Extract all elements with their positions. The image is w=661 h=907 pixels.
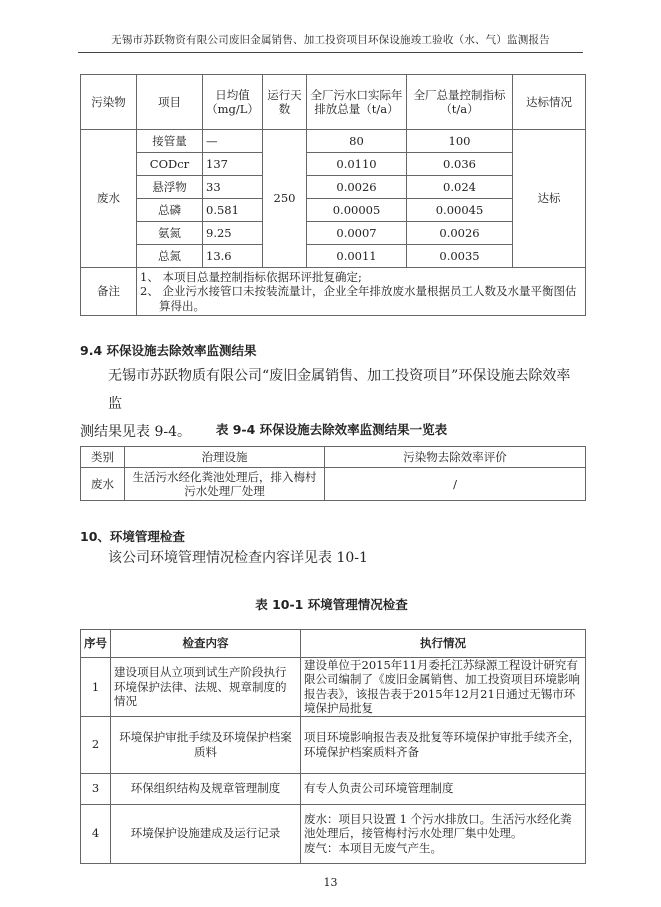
result-line: 废水：项目只设置 1 个污水排放口。生活污水经化粪池处理后，接管梅村污水处理厂集中处理。 — [304, 811, 572, 841]
col-header: 序号 — [81, 630, 111, 658]
table-row — [81, 245, 586, 268]
control-cell: 100 — [407, 130, 513, 153]
control-cell: 0.00045 — [407, 199, 513, 222]
no-cell: 3 — [81, 773, 111, 804]
content-cell: 环保组织结构及规章管理制度 — [111, 773, 301, 804]
table-header-row — [81, 630, 586, 658]
col-header: 类别 — [81, 447, 125, 468]
col-header: 项目 — [137, 75, 203, 130]
paragraph-line: 无锡市苏跃物质有限公司“废旧金属销售、加工投资项目”环保设施去除效率监 — [108, 368, 571, 412]
item-cell: 总磷 — [137, 199, 203, 222]
daily-cell: 0.581 — [203, 199, 263, 222]
pollutant-cell: 废水 — [81, 130, 137, 268]
section-heading: 9.4 环保设施去除效率监测结果 — [80, 343, 257, 358]
item-cell: 氨氮 — [137, 222, 203, 245]
content-cell: 建设项目从立项到试生产阶段执行环境保护法律、法规、规章制度的情况 — [111, 658, 301, 717]
table-row — [81, 222, 586, 245]
table-header-row — [81, 447, 586, 468]
col-header: 执行情况 — [301, 630, 586, 658]
table-row — [81, 804, 586, 863]
item-cell: CODcr — [137, 153, 203, 176]
daily-cell: 13.6 — [203, 245, 263, 268]
daily-cell: 9.25 — [203, 222, 263, 245]
table-row — [81, 176, 586, 199]
table-row — [81, 773, 586, 804]
actual-cell: 0.0007 — [307, 222, 407, 245]
daily-cell: 137 — [203, 153, 263, 176]
evaluation-cell: / — [325, 468, 586, 501]
table-header-row — [81, 75, 586, 130]
emission-total-table — [80, 74, 586, 316]
col-header: 污染物 — [81, 75, 137, 130]
col-header: 检查内容 — [111, 630, 301, 658]
col-header: 日均值（mg/L） — [203, 75, 263, 130]
result-cell: 有专人负责公司环境管理制度 — [301, 773, 586, 804]
page-header: 无锡市苏跃物资有限公司废旧金属销售、加工投资项目环保设施竣工验收（水、气）监测报告 — [111, 34, 550, 46]
facility-cell: 生活污水经化粪池处理后，排入梅村污水处理厂处理 — [125, 468, 325, 501]
table-row — [81, 658, 586, 717]
control-cell: 0.0026 — [407, 222, 513, 245]
no-cell: 4 — [81, 804, 111, 863]
content-cell: 环境保护设施建成及运行记录 — [111, 804, 301, 863]
no-cell: 2 — [81, 716, 111, 773]
result-cell — [301, 804, 586, 863]
actual-cell: 0.0011 — [307, 245, 407, 268]
management-check-table — [80, 629, 586, 864]
col-header: 治理设施 — [125, 447, 325, 468]
result-cell: 建设单位于2015年11月委托江苏绿源工程设计研究有限公司编制了《废旧金属销售、加工投资项目环境影响报告表》，该报告表于2015年12月21日通过无锡市环境保护局批复 — [301, 658, 586, 717]
item-cell: 接管量 — [137, 130, 203, 153]
page-number: 13 — [323, 876, 338, 889]
result-line: 废气：本项目无废气产生。 — [304, 840, 442, 855]
table-title: 表 9-4 环保设施去除效率监测结果一览表 — [215, 422, 448, 437]
status-cell: 达标 — [513, 130, 586, 268]
note-label: 备注 — [81, 268, 137, 316]
section-heading: 10、环境管理检查 — [80, 529, 185, 544]
control-cell: 0.0035 — [407, 245, 513, 268]
control-cell: 0.036 — [407, 153, 513, 176]
table-row — [81, 130, 586, 153]
note-row — [81, 268, 586, 316]
note-line: 2、 企业污水接管口未按装流量计，企业全年排放废水量根据员工人数及水量平衡图估算得出。 — [140, 284, 577, 313]
content-cell: 环境保护审批手续及环境保护档案质料 — [111, 716, 301, 773]
daily-cell: — — [203, 130, 263, 153]
paragraph — [80, 544, 583, 572]
paragraph-line: 该公司环境管理情况检查内容详见表 10-1 — [108, 550, 368, 566]
actual-cell: 0.0026 — [307, 176, 407, 199]
table-title: 表 10-1 环境管理情况检查 — [255, 597, 408, 612]
col-header: 达标情况 — [513, 75, 586, 130]
item-cell: 总氮 — [137, 245, 203, 268]
table-row — [81, 199, 586, 222]
no-cell: 1 — [81, 658, 111, 717]
result-cell: 项目环境影响报告表及批复等环境保护审批手续齐全，环境保护档案质料齐备 — [301, 716, 586, 773]
item-cell: 悬浮物 — [137, 176, 203, 199]
paragraph-line: 测结果见表 9-4。 — [80, 424, 191, 440]
col-header: 污染物去除效率评价 — [325, 447, 586, 468]
table-row — [81, 153, 586, 176]
type-cell: 废水 — [81, 468, 125, 501]
col-header: 全厂污水口实际年排放总量（t/a） — [307, 75, 407, 130]
col-header: 全厂总量控制指标（t/a） — [407, 75, 513, 130]
actual-cell: 80 — [307, 130, 407, 153]
table-row — [81, 716, 586, 773]
actual-cell: 0.00005 — [307, 199, 407, 222]
header-rule — [78, 52, 583, 53]
days-cell: 250 — [263, 130, 307, 268]
col-header: 运行天数 — [263, 75, 307, 130]
actual-cell: 0.0110 — [307, 153, 407, 176]
daily-cell: 33 — [203, 176, 263, 199]
table-row — [81, 468, 586, 501]
control-cell: 0.024 — [407, 176, 513, 199]
note-content — [137, 268, 586, 316]
note-line: 1、 本项目总量控制指标依据环评批复确定; — [140, 269, 362, 284]
removal-efficiency-table — [80, 446, 586, 501]
